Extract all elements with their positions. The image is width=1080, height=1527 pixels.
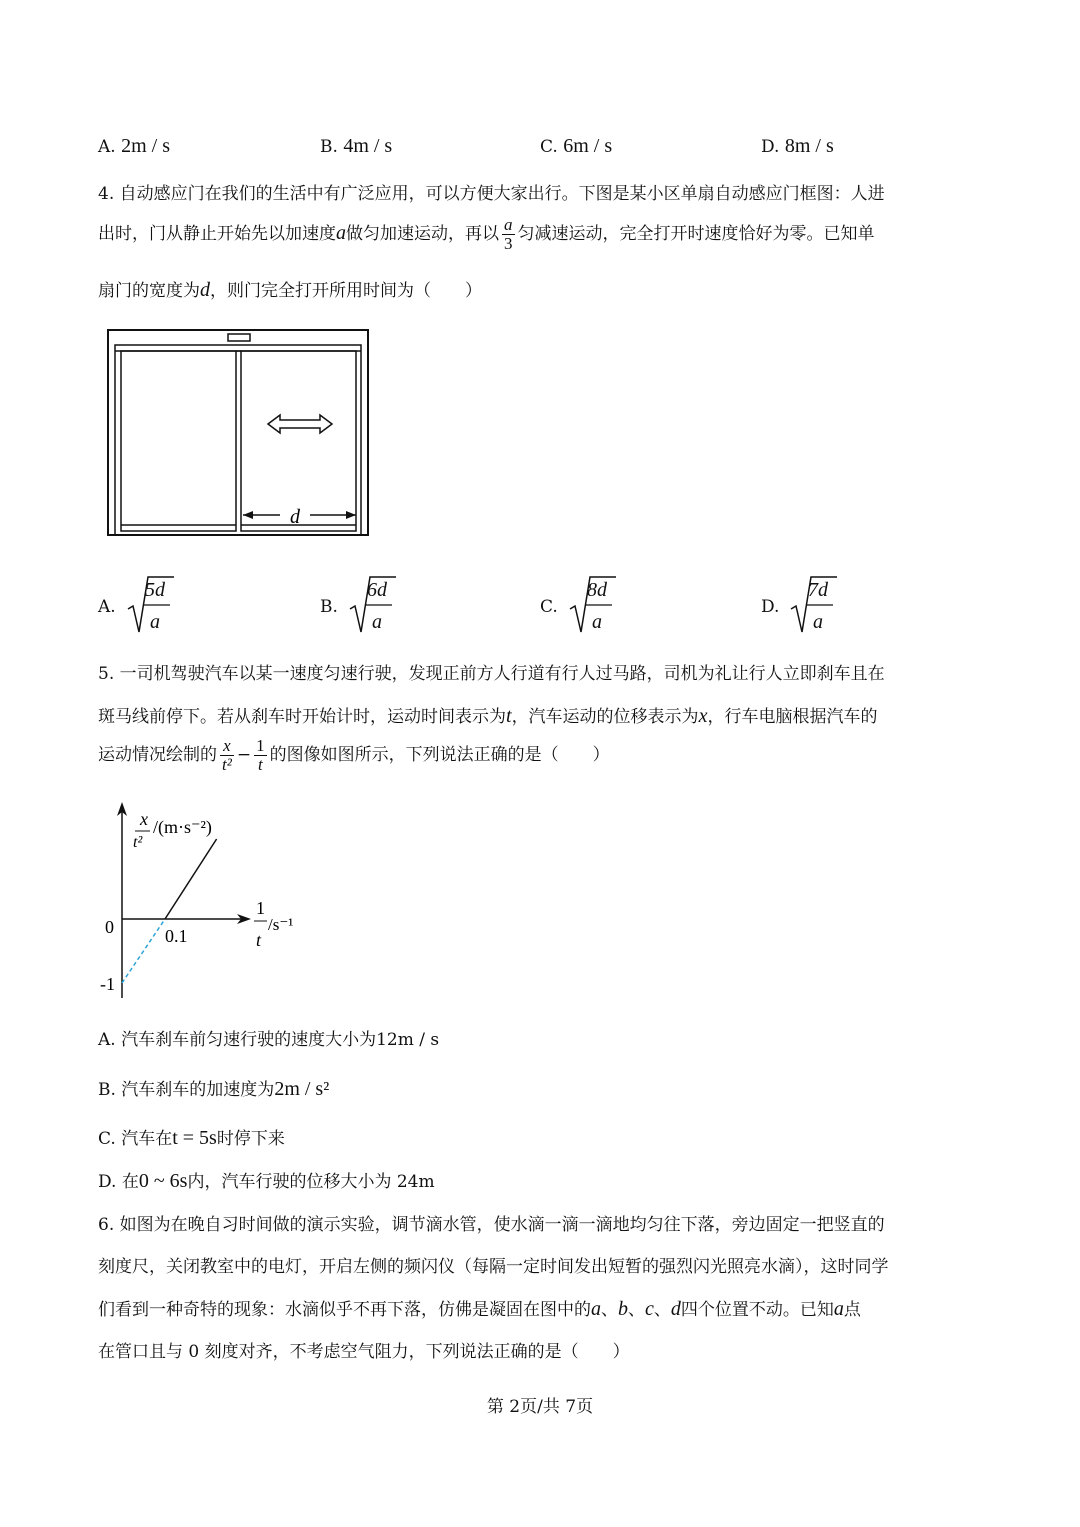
q4-stem-line1: 4. 自动感应门在我们的生活中有广泛应用，可以方便大家出行。下图是某小区单扇自动感应门框图：人进 — [98, 184, 885, 204]
fraction-x-over-t2: $\frac{x}{\text{t²}}$ — [222, 736, 232, 774]
var-d: d — [200, 279, 210, 301]
width-label-d: d — [290, 506, 300, 528]
q6-stem-line3: 们看到一种奇特的现象：水滴似乎不再下落，仿佛是凝固在图中的a、b、c、d四个位置不动。已知a点 — [98, 1298, 861, 1320]
data-line-solid — [165, 839, 217, 919]
q3-option-b: B. 4m / s — [320, 135, 393, 157]
q6-stem-line1: 6. 如图为在晚自习时间做的演示实验，调节滴水管，使水滴一滴一滴地均匀往下落，旁边固定一把竖直的 — [98, 1215, 885, 1235]
left-door-panel — [121, 351, 236, 531]
door-outer-frame — [108, 330, 368, 535]
page-footer: 第 2页/共 7页 — [486, 1397, 594, 1417]
q5-stem-line1: 5. 一司机驾驶汽车以某一速度匀速行驶，发现正前方人行道有行人过马路，司机为礼让行人立即刹车且在 — [98, 664, 885, 684]
x-over-t2-graph — [95, 800, 315, 1005]
door-sensor — [228, 334, 250, 341]
right-door-panel — [241, 351, 356, 531]
svg-text:t: t — [256, 930, 262, 950]
svg-text:t²: t² — [133, 834, 143, 851]
sliding-door-figure — [100, 325, 375, 540]
q3-option-d-value: 8m / s — [784, 135, 834, 157]
q3-option-a-value: 2m / s — [121, 135, 170, 157]
svg-text:/(m·s⁻²): /(m·s⁻²) — [153, 817, 212, 837]
q4-stem-line2: 出时，门从静止开始先以加速度a做匀加速运动，再以 $\frac{a}{3}$ 匀减速运动，完全打开时速度恰好为零。已知单 — [98, 215, 875, 253]
y-intercept-label: -1 — [100, 974, 115, 994]
q4-stem-line3: 扇门的宽度为d，则门完全打开所用时间为（ ） — [98, 279, 482, 301]
q6-stem-line2: 刻度尺，关闭教室中的电灯，开启左侧的频闪仪（每隔一定时间发出短暂的强烈闪光照亮水滴），这时同学 — [98, 1257, 889, 1277]
arrow-right-icon — [346, 511, 356, 519]
q3-option-c-value: 6m / s — [563, 135, 613, 157]
arrow-left-icon — [243, 511, 253, 519]
door-inner-frame — [115, 345, 361, 535]
q5-stem-line3: 运动情况绘制的 $\frac{x}{\text{t²}}$ − $\frac{1}{t}$ 的图像如图所示，下列说法正确的是（ ） — [98, 736, 610, 774]
svg-text:x: x — [140, 809, 148, 829]
data-line-dashed — [122, 919, 165, 983]
q3-option-a: A. 2m / s — [98, 135, 170, 157]
q3-option-d: D. 8m / s — [761, 135, 834, 157]
q5-option-b: B. 汽车刹车的加速度为2m / s² — [98, 1078, 330, 1100]
var-a: a — [336, 221, 346, 244]
x-intercept-label: 0.1 — [165, 926, 188, 946]
fraction-a-over-3: $\frac{a}{3}$ — [504, 215, 513, 253]
svg-text:/s⁻¹: /s⁻¹ — [268, 915, 294, 934]
q5-option-a: A. 汽车刹车前匀速行驶的速度大小为12m / s — [98, 1030, 440, 1050]
q3-option-c: C. 6m / s — [540, 135, 613, 157]
q6-stem-line4: 在管口且与 0 刻度对齐，不考虑空气阻力，下列说法正确的是（ ） — [98, 1342, 630, 1362]
q3-option-b-value: 4m / s — [343, 135, 393, 157]
fraction-1-over-t: $\frac{1}{t}$ — [256, 736, 265, 774]
q5-option-c: C. 汽车在t = 5s时停下来 — [98, 1127, 285, 1149]
svg-text:1: 1 — [256, 898, 265, 918]
double-arrow-icon — [268, 415, 332, 433]
q5-stem-line2: 斑马线前停下。若从刹车时开始计时，运动时间表示为t，汽车运动的位移表示为x，行车电脑根据汽车的 — [98, 705, 878, 727]
q5-option-d: D. 在0 ~ 6s内，汽车行驶的位移大小为 24m — [98, 1170, 435, 1192]
origin-label: 0 — [105, 917, 114, 937]
